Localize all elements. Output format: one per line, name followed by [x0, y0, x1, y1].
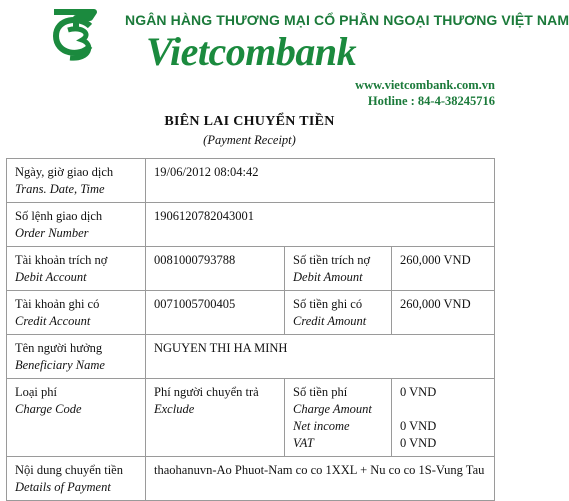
details-value: thaohanuvn-Ao Phuot-Nam co co 1XXL + Nu co co 1S-Vung Tau	[154, 463, 485, 477]
debit-amount-label-cell	[285, 247, 392, 291]
debit-account-cell	[146, 247, 285, 291]
hotline-text: Hotline : 84-4-38245716	[367, 94, 495, 108]
debit-amount-label-vn: Số tiền trích nợ	[293, 253, 371, 267]
net-income-value: 0 VND	[400, 419, 437, 433]
date-value: 19/06/2012 08:04:42	[154, 165, 259, 179]
row-date	[7, 159, 495, 203]
credit-label-vn: Tài khoản ghi có	[15, 297, 100, 311]
credit-amount-label-en: Credit Amount	[293, 314, 367, 328]
beneficiary-value: NGUYEN THI HA MINH	[154, 341, 288, 355]
charge-amount-value: 0 VND	[400, 385, 437, 399]
row-charge	[7, 379, 495, 457]
beneficiary-label-vn: Tên người hưởng	[15, 341, 103, 355]
date-label-cell	[7, 159, 146, 203]
charge-code-en: Exclude	[154, 402, 195, 416]
receipt-title: BIÊN LAI CHUYỂN TIỀN	[164, 114, 335, 129]
order-label-en: Order Number	[15, 226, 89, 240]
debit-amount-value: 260,000 VND	[400, 253, 471, 267]
row-credit	[7, 291, 495, 335]
order-label-cell	[7, 203, 146, 247]
net-income-label: Net income	[293, 419, 350, 433]
order-value: 1906120782043001	[154, 209, 254, 223]
credit-amount-cell	[392, 291, 495, 335]
charge-amount-cell	[392, 379, 495, 457]
row-details	[7, 457, 495, 501]
row-beneficiary	[7, 335, 495, 379]
row-debit	[7, 247, 495, 291]
receipt-subtitle: (Payment Receipt)	[203, 133, 296, 147]
credit-account-value: 0071005700405	[154, 297, 236, 311]
vat-value: 0 VND	[400, 436, 437, 450]
beneficiary-label-en: Beneficiary Name	[15, 358, 105, 372]
details-label-en: Details of Payment	[15, 480, 111, 494]
vietcombank-logo	[46, 8, 102, 64]
debit-amount-cell	[392, 247, 495, 291]
details-label-cell	[7, 457, 146, 501]
debit-amount-label-en: Debit Amount	[293, 270, 363, 284]
charge-code-vn: Phí người chuyển trả	[154, 385, 259, 399]
details-label-vn: Nội dung chuyển tiền	[15, 463, 123, 477]
date-value-cell	[146, 159, 495, 203]
vat-label: VAT	[293, 436, 314, 450]
debit-label-vn: Tài khoản trích nợ	[15, 253, 108, 267]
order-value-cell	[146, 203, 495, 247]
charge-amount-label-vn: Số tiền phí	[293, 385, 348, 399]
charge-amount-label-en: Charge Amount	[293, 402, 372, 416]
charge-label-en: Charge Code	[15, 402, 82, 416]
credit-amount-value: 260,000 VND	[400, 297, 471, 311]
credit-account-cell	[146, 291, 285, 335]
website-link[interactable]: www.vietcombank.com.vn	[355, 78, 495, 92]
debit-label-en: Debit Account	[15, 270, 87, 284]
beneficiary-label-cell	[7, 335, 146, 379]
credit-label-en: Credit Account	[15, 314, 91, 328]
date-label-vn: Ngày, giờ giao dịch	[15, 165, 114, 179]
bank-full-name: NGÂN HÀNG THƯƠNG MẠI CỔ PHẦN NGOẠI THƯƠNG VIỆT NAM	[125, 12, 569, 28]
date-label-en: Trans. Date, Time	[15, 182, 105, 196]
debit-label-cell	[7, 247, 146, 291]
credit-label-cell	[7, 291, 146, 335]
order-label-vn: Số lệnh giao dịch	[15, 209, 103, 223]
beneficiary-value-cell	[146, 335, 495, 379]
credit-amount-label-vn: Số tiền ghi có	[293, 297, 363, 311]
charge-label-vn: Loại phí	[15, 385, 58, 399]
credit-amount-label-cell	[285, 291, 392, 335]
charge-code-cell	[146, 379, 285, 457]
charge-amount-label-cell	[285, 379, 392, 457]
row-order	[7, 203, 495, 247]
details-value-cell	[146, 457, 495, 501]
brand-wordmark: Vietcombank	[146, 29, 357, 74]
charge-label-cell	[7, 379, 146, 457]
receipt-table	[6, 158, 495, 501]
debit-account-value: 0081000793788	[154, 253, 236, 267]
